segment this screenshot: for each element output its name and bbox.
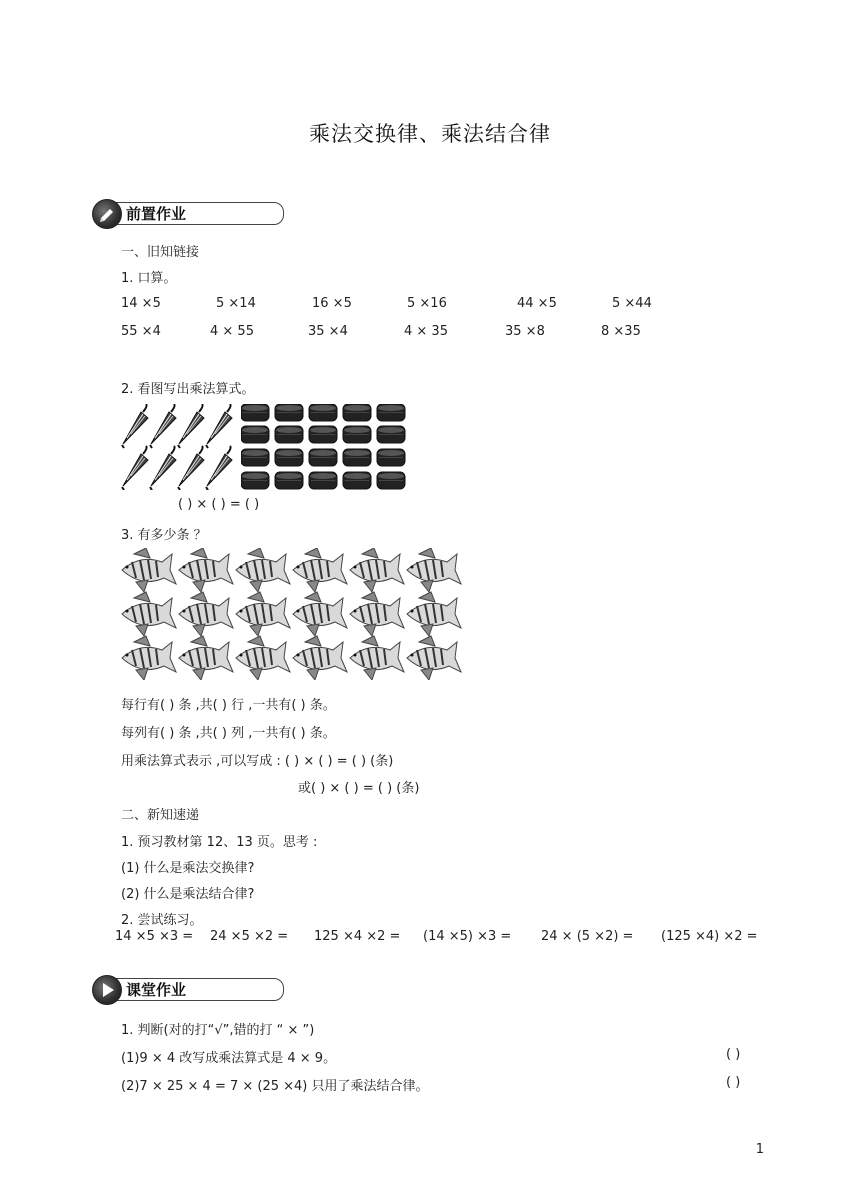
section-label: 前置作业 (126, 205, 187, 223)
answer-paren[interactable]: ( ) (726, 1047, 741, 1062)
mental-math-item: 4 × 35 (404, 324, 448, 339)
section-badge-class (92, 975, 292, 1003)
umbrella-icon (121, 404, 236, 490)
p2-q1-a: (1) 什么是乘法交换律? (121, 861, 255, 876)
mental-math-item: 4 × 55 (210, 324, 254, 339)
mental-math-item: 16 ×5 (312, 296, 352, 311)
mental-math-item: 5 ×14 (216, 296, 256, 311)
page-title: 乘法交换律、乘法结合律 (309, 122, 551, 146)
cw-q1-b: (2)7 × 25 × 4 = 7 × (25 ×4) 只用了乘法结合律。 (121, 1079, 429, 1094)
p2-q1-label: 1. 预习教材第 12、13 页。思考 : (121, 835, 318, 850)
page-number: 1 (755, 1142, 764, 1157)
q3-line2: 每列有( ) 条 ,共( ) 列 ,一共有( ) 条。 (121, 726, 336, 741)
practice-item: (14 ×5) ×3 = (423, 929, 512, 944)
mental-math-item: 5 ×44 (612, 296, 652, 311)
mental-math-item: 35 ×4 (308, 324, 348, 339)
part1-heading: 一、旧知链接 (121, 245, 200, 260)
mental-math-item: 44 ×5 (517, 296, 557, 311)
practice-item: 24 ×5 ×2 = (210, 929, 289, 944)
p2-q1-b: (2) 什么是乘法结合律? (121, 887, 255, 902)
q3-label: 3. 有多少条 ？ (121, 528, 207, 543)
drum-icon (241, 404, 406, 490)
cw-q1-label: 1. 判断(对的打“√”,错的打 “ × ”) (121, 1023, 315, 1038)
q2-formula: ( ) × ( ) = ( ) (178, 497, 260, 512)
answer-paren[interactable]: ( ) (726, 1075, 741, 1090)
fish-icon (120, 548, 465, 680)
practice-item: 125 ×4 ×2 = (314, 929, 401, 944)
mental-math-item: 8 ×35 (601, 324, 641, 339)
q3-line1: 每行有( ) 条 ,共( ) 行 ,一共有( ) 条。 (121, 698, 336, 713)
cw-q1-a: (1)9 × 4 改写成乘法算式是 4 × 9。 (121, 1051, 337, 1066)
mental-math-item: 5 ×16 (407, 296, 447, 311)
section-badge-pre (92, 199, 292, 227)
section-label: 课堂作业 (126, 981, 187, 999)
q3-line4: 或( ) × ( ) = ( ) (条) (298, 781, 420, 796)
practice-item: 24 × (5 ×2) = (541, 929, 634, 944)
mental-math-item: 14 ×5 (121, 296, 161, 311)
part2-heading: 二、新知速递 (121, 808, 200, 823)
q1-label: 1. 口算。 (121, 271, 177, 286)
practice-item: 14 ×5 ×3 = (115, 929, 194, 944)
mental-math-item: 35 ×8 (505, 324, 545, 339)
mental-math-item: 55 ×4 (121, 324, 161, 339)
play-badge-icon (92, 975, 122, 1005)
p2-q2-label: 2. 尝试练习。 (121, 913, 203, 928)
practice-item: (125 ×4) ×2 = (661, 929, 758, 944)
q3-line3: 用乘法算式表示 ,可以写成 : ( ) × ( ) = ( ) (条) (121, 754, 394, 769)
q2-label: 2. 看图写出乘法算式。 (121, 382, 255, 397)
pencil-badge-icon (92, 199, 122, 229)
